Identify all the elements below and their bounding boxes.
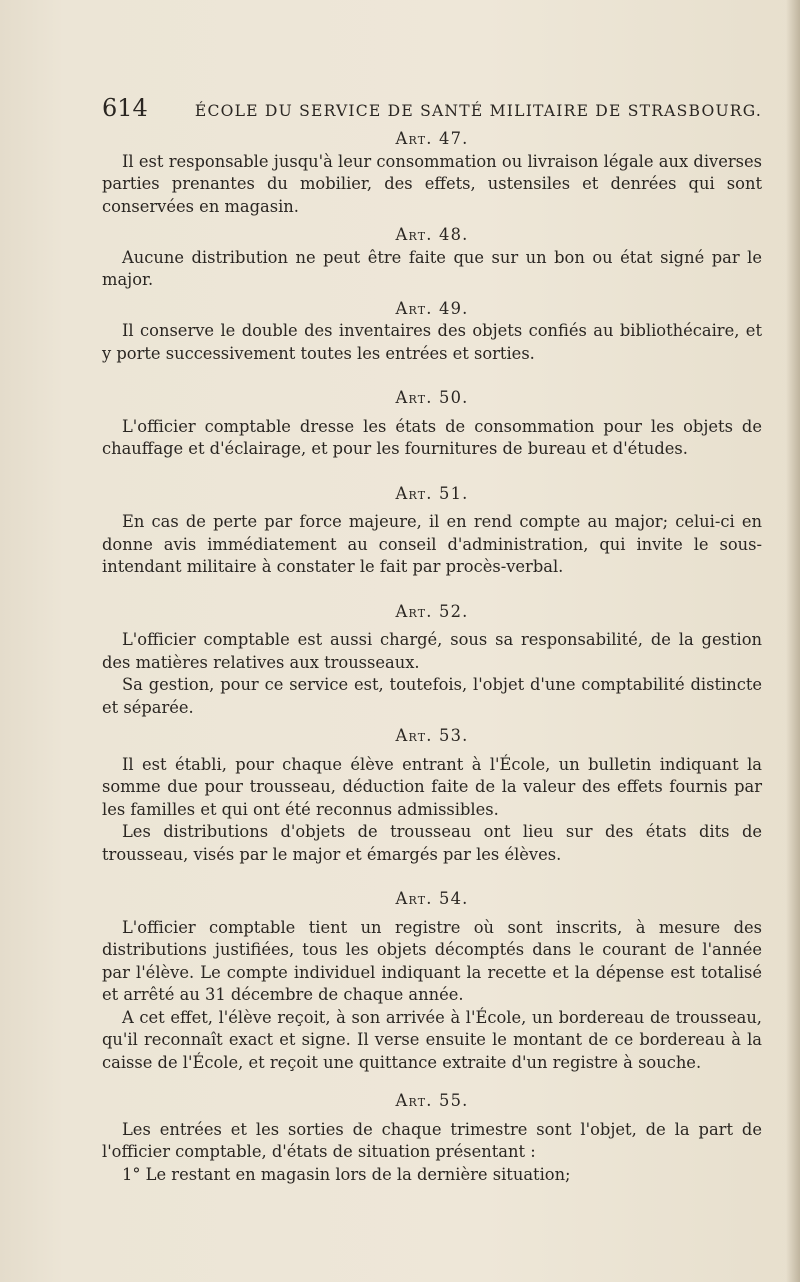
page-body bbox=[102, 128, 762, 1186]
article-paragraph: En cas de perte par force majeure, il en rend compte au major; celui-ci en donne avis immédiatement au conseil d'administration, qui invite le sous-intendant militaire à constater le fait par procès-verbal. bbox=[102, 512, 762, 576]
page-header bbox=[102, 94, 762, 122]
article-heading: Art. 53. bbox=[395, 726, 469, 745]
running-title: ÉCOLE DU SERVICE DE SANTÉ MILITAIRE DE STRASBOURG. bbox=[194, 102, 762, 120]
article-paragraph: Il est responsable jusqu'à leur consommation ou livraison légale aux diverses parties prenantes du mobilier, des effets, ustensiles et denrées qui sont conservées en magasin. bbox=[102, 151, 762, 216]
article-heading: Art. 55. bbox=[395, 1091, 469, 1110]
article-paragraph: Les distributions d'objets de trousseau ont lieu sur des états dits de trousseau, visés par le major et émargés par les élèves. bbox=[102, 822, 762, 864]
article-heading: Art. 51. bbox=[395, 483, 469, 503]
article-paragraph: Les entrées et les sorties de chaque trimestre sont l'objet, de la part de l'officier comptable, d'états de situation présentant : bbox=[102, 1119, 762, 1161]
article-paragraph: L'officier comptable est aussi chargé, sous sa responsabilité, de la gestion des matières relatives aux trousseaux. bbox=[102, 630, 762, 672]
page-number: 614 bbox=[102, 94, 148, 122]
page-edge-shadow bbox=[786, 0, 800, 1282]
article-paragraph: L'officier comptable dresse les états de consommation pour les objets de chauffage et d'éclairage, et pour les fournitures de bureau et d'études. bbox=[102, 416, 762, 458]
article-paragraph: Il est établi, pour chaque élève entrant à l'École, un bulletin indiquant la somme due pour trousseau, déduction faite de la valeur des effets fournis par les familles et qui ont été reconnus admissibles. bbox=[102, 754, 762, 819]
article-paragraph: Aucune distribution ne peut être faite que sur un bon ou état signé par le major. bbox=[102, 247, 762, 289]
article-paragraph: 1° Le restant en magasin lors de la dernière situation; bbox=[122, 1164, 571, 1184]
article-heading: Art. 52. bbox=[395, 601, 469, 621]
article-heading: Art. 54. bbox=[395, 889, 469, 908]
article-paragraph: A cet effet, l'élève reçoit, à son arrivée à l'École, un bordereau de trousseau, qu'il reconnaît exact et signe. Il verse ensuite le montant de ce bordereau à la caisse de l'École, et reçoit une quittance extraite d'un registre à souche. bbox=[102, 1007, 762, 1072]
article-paragraph: Sa gestion, pour ce service est, toutefois, l'objet d'une comptabilité distincte et séparée. bbox=[102, 675, 762, 717]
article-heading: Art. 48. bbox=[395, 225, 469, 244]
article-paragraph: Il conserve le double des inventaires des objets confiés au bibliothécaire, et y porte successivement toutes les entrées et sorties. bbox=[102, 321, 762, 363]
article-paragraph: L'officier comptable tient un registre où sont inscrits, à mesure des distributions justifiées, tous les objets décomptés dans le courant de l'année par l'élève. Le compte individuel indiquant la recette et la dépense est totalisé et arrêté au 31 décembre de chaque année. bbox=[102, 917, 762, 1004]
article-heading: Art. 49. bbox=[395, 298, 469, 318]
article-heading: Art. 47. bbox=[395, 129, 469, 148]
article-heading: Art. 50. bbox=[395, 388, 469, 407]
